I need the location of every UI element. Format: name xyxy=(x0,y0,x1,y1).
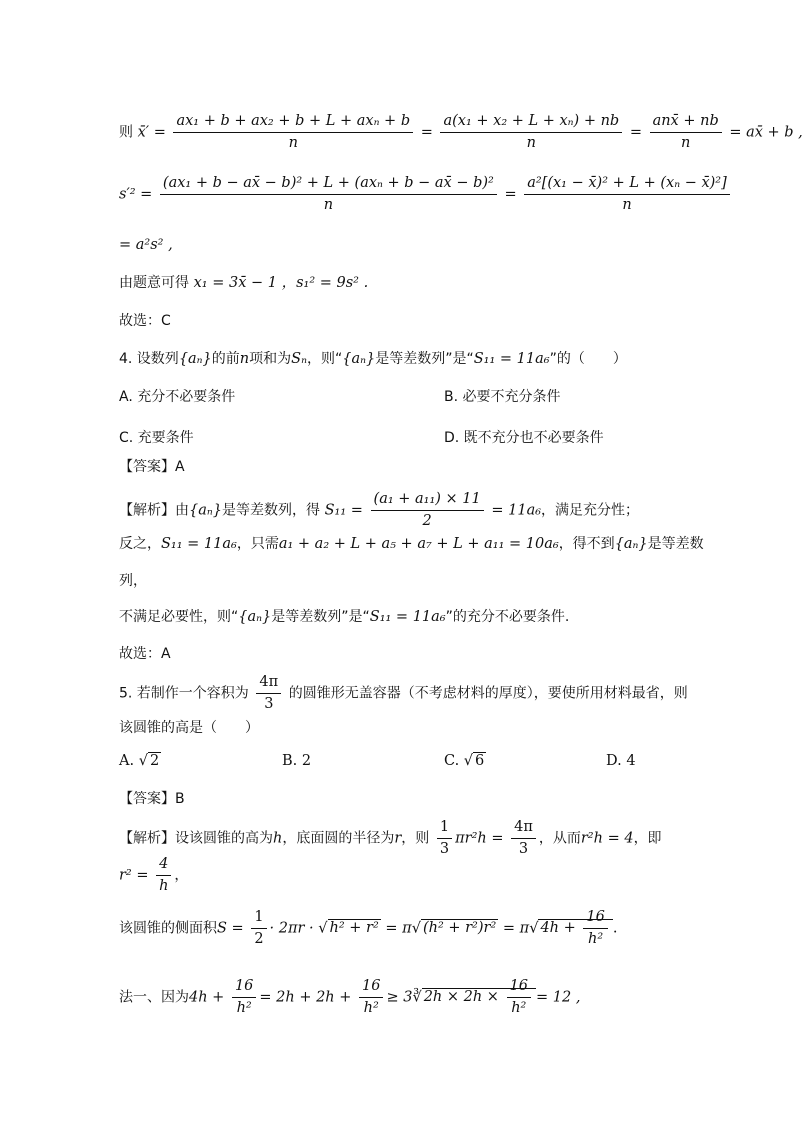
option-a: A. √ 2 xyxy=(119,753,160,769)
option-c: C. 充要条件 xyxy=(119,430,194,446)
lead-text: 则 xyxy=(119,124,133,141)
answer-label: 【答案】A xyxy=(119,459,185,475)
question-5-stem: 5. 若制作一个容积为 $\frac{4\pi}{3}$ 的圆锥形无盖容器（不考虑材料的厚度），要使所用材料最省，则 xyxy=(119,674,688,712)
option-a: A. 充分不必要条件 xyxy=(119,389,236,405)
analysis-line-2: 反之，S₁₁ = 11a₆，只需a₁ + a₂ + L + a₅ + a₇ + L + a₁₁ = 10a₆，得不到{aₙ}是等差数 xyxy=(119,536,704,552)
fraction: $\frac{\text{ax₁ + b + ax₂ + b + L + axₙ + b}}{n}$ xyxy=(173,112,413,153)
fraction: $\frac{\text{anx̄ + nb}}{n}$ xyxy=(650,112,722,153)
fraction: $\frac{16}{\text{h²}}$ xyxy=(583,908,607,949)
fraction: $\frac{4}{h}$ xyxy=(156,855,171,896)
variance-result: = a²s² , xyxy=(119,237,173,253)
analysis-line-3: 列， xyxy=(119,573,147,589)
fraction: $\frac{4\pi}{3}$ xyxy=(256,673,281,714)
analysis-line-4: 法一、因为4h + $\frac{16}{\text{h²}}$ = 2h + 2h + $\frac{16}{\text{h²}}$ ≥ 3∛ 2h × 2h × $\frac{16}{\text{h²}}$ = 12 , xyxy=(119,978,581,1016)
option-c: C. √ 6 xyxy=(444,753,485,769)
fraction: $\frac{1}{3}$ xyxy=(437,818,452,859)
fraction: $\frac{1}{2}$ xyxy=(251,908,266,949)
fraction: $\frac{16}{\text{h²}}$ xyxy=(232,977,256,1018)
mean-lhs: x̄′ = xyxy=(137,124,166,141)
option-d: D. 4 xyxy=(606,753,636,769)
analysis-line-1: 【解析】由{aₙ}是等差数列，得 S₁₁ = $\frac{\text{(a₁ + a₁₁) × 11}}{2}$ = 11a₆，满足充分性； xyxy=(119,491,640,529)
equation-mean: 则 x̄′ = $\frac{\text{ax₁ + b + ax₂ + b + L + axₙ + b}}{n}$ = $\frac{\text{a(x₁ + x₂ + L + xₙ) + nb}}{n}$ = $\frac{\text{anx̄ + nb}}{n}$ = ax̄ + b , xyxy=(119,113,803,151)
analysis-line-3: 该圆锥的侧面积S = $\frac{1}{2}$ · 2πr · √ h² + r² = π√ (h² + r²)r² = π√ 4h + $\frac{16}{\text{h²}}$ . xyxy=(119,909,618,947)
answer-choice-line: 故选：C xyxy=(119,313,171,329)
fraction: $\frac{\text{(a₁ + a₁₁) × 11}}{2}$ xyxy=(371,490,484,531)
equation-variance: s′² = $\frac{\text{(ax₁ + b − ax̄ − b)² + L + (axₙ + b − ax̄ − b)²}}{n}$ = $\frac{\text{a²[(x₁ − x̄)² + L + (xₙ − x̄)²]}}{n}$ xyxy=(119,174,733,215)
option-b: B. 必要不充分条件 xyxy=(444,389,561,405)
fraction: $\frac{\text{a²[(x₁ − x̄)² + L + (xₙ − x̄)²]}}{n}$ xyxy=(524,174,730,215)
variance-lhs: s′² = xyxy=(119,186,153,203)
analysis-line-2: r² = $\frac{4}{h}$ ， xyxy=(119,856,189,894)
answer-label: 【答案】B xyxy=(119,791,185,807)
fraction: $\frac{16}{\text{h²}}$ xyxy=(359,977,383,1018)
fraction: $\frac{16}{\text{h²}}$ xyxy=(507,977,531,1018)
analysis-line-4: 不满足必要性，则“{aₙ}是等差数列”是“S₁₁ = 11a₆”的充分不必要条件. xyxy=(119,609,570,625)
option-b: B. 2 xyxy=(282,753,312,769)
analysis-line-1: 【解析】设该圆锥的高为h，底面圆的半径为r，则 $\frac{1}{3}$ πr²h = $\frac{4\pi}{3}$ ，从而r²h = 4，即 xyxy=(119,819,662,857)
question-5-stem-cont: 该圆锥的高是（ ） xyxy=(119,720,259,736)
fraction: $\frac{\text{a(x₁ + x₂ + L + xₙ) + nb}}{n}$ xyxy=(440,112,622,153)
answer-choice-line: 故选：A xyxy=(119,646,171,662)
fraction: $\frac{\text{(ax₁ + b − ax̄ − b)² + L + (axₙ + b − ax̄ − b)²}}{n}$ xyxy=(160,174,497,215)
mean-result: = ax̄ + b , xyxy=(729,124,803,141)
option-d: D. 既不充分也不必要条件 xyxy=(444,430,604,446)
fraction: $\frac{4\pi}{3}$ xyxy=(511,818,536,859)
given-line: 由题意可得 x₁ = 3x̄ − 1 ，s₁² = 9s² . xyxy=(119,275,369,291)
question-4-stem: 4. 设数列{aₙ}的前n项和为Sₙ，则“{aₙ}是等差数列”是“S₁₁ = 11a₆”的（ ） xyxy=(119,351,627,367)
